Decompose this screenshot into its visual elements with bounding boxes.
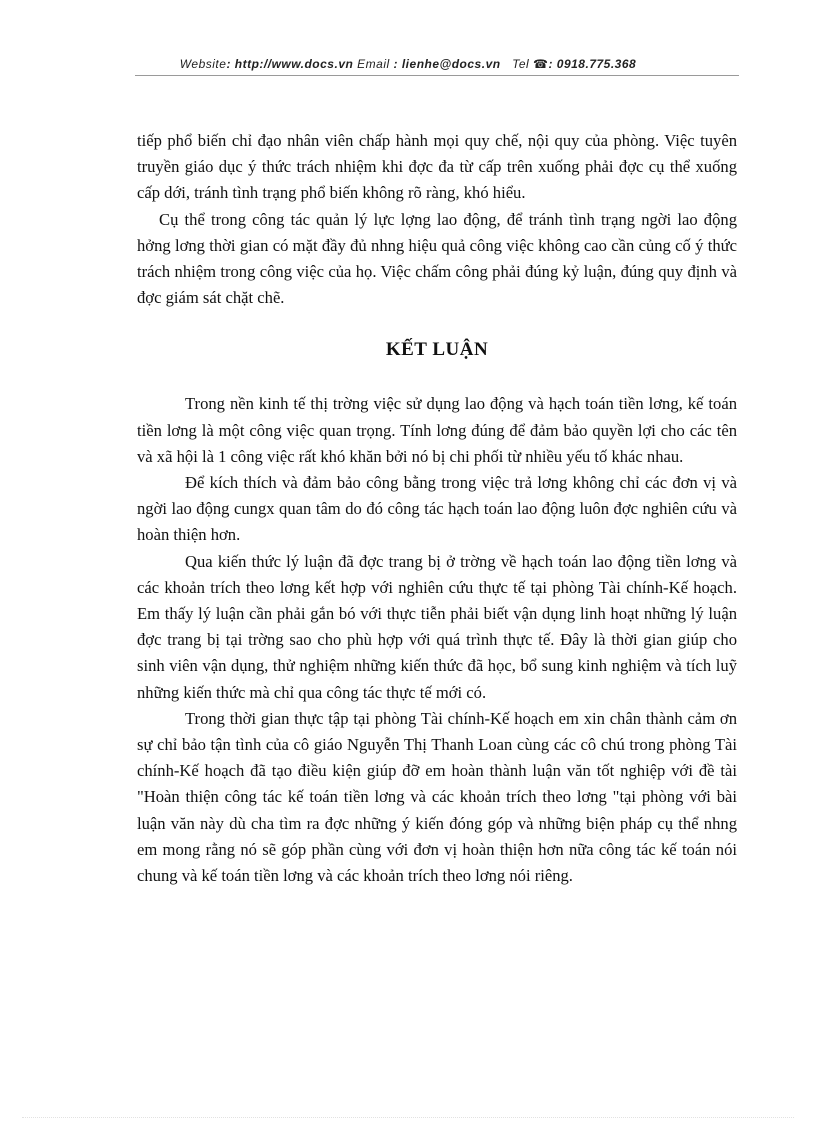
phone-number: : 0918.775.368 (548, 57, 637, 71)
conclusion-paragraph-2: Để kích thích và đảm bảo công bằng trong việc trả lơng không chỉ các đơn vị và ngời lao động cungx quan tâm do đó công tác hạch toán lao động luôn đợc nghiên cứu và hoàn thiện hơn. (137, 473, 737, 545)
footer-divider (22, 1117, 794, 1118)
intro-paragraph-2: Cụ thể trong công tác quản lý lực lợng lao động, để tránh tình trạng ngời lao động hởng lơng thời gian có mặt đầy đủ nhng hiệu quả công việc không cao cần củng cố ý thức trách nhiệm trong công việc của họ. Việc chấm công phải đúng kỷ luận, đúng quy định và đợc giám sát chặt chẽ. (137, 209, 737, 308)
conclusion-paragraph-1: Trong nền kinh tế thị trờng việc sử dụng lao động và hạch toán tiền lơng, kế toán tiền lơng là một công việc quan trọng. Tính lơng đúng để đảm bảo quyền lợi cho các tên và xã hội là 1 công việc rất khó khăn bởi nó bị chi phối từ nhiều yếu tố khác nhau. (137, 394, 737, 466)
email-address[interactable]: : lienhe@docs.vn (393, 57, 501, 71)
email-label: Email (353, 57, 394, 71)
website-url[interactable]: : http://www.docs.vn (226, 57, 354, 71)
intro-paragraph-1: tiếp phổ biến chỉ đạo nhân viên chấp hành mọi quy chế, nội quy của phòng. Việc tuyên truyền giáo dục ý thức trách nhiệm khi đợc đa từ cấp trên xuống phải đợc cụ thể xuống cấp dới, tránh tình trạng phổ biến không rõ ràng, khó hiểu. (137, 131, 737, 203)
page-header (0, 57, 816, 71)
phone-label: Tel ☎ (512, 57, 549, 71)
document-body (137, 128, 737, 889)
website-label: Website (179, 57, 227, 71)
section-title: KẾT LUẬN (385, 339, 489, 361)
conclusion-paragraph-4: Trong thời gian thực tập tại phòng Tài chính-Kế hoạch em xin chân thành cảm ơn sự chỉ bảo tận tình của cô giáo Nguyễn Thị Thanh Loan cùng các cô chú trong phòng Tài chính-Kế hoạch đã tạo điều kiện giúp đỡ em hoàn thành luận văn tốt nghiệp với đề tài "Hoàn thiện công tác kế toán tiền lơng và các khoản trích theo lơng "tại phòng với bài luận văn này dù cha tìm ra đợc những ý kiến đóng góp và những biện pháp cụ thể nhng em mong rằng nó sẽ góp phần cùng với đơn vị hoàn thiện hơn nữa công tác kế toán nói chung và kế toán tiền lơng và các khoản trích theo lơng nói riêng. (137, 708, 737, 886)
header-divider (135, 75, 739, 76)
conclusion-paragraph-3: Qua kiến thức lý luận đã đợc trang bị ở trờng về hạch toán lao động tiền lơng và các khoản trích theo lơng kết hợp với nghiên cứu thực tế tại phòng Tài chính-Kế hoạch. Em thấy lý luận cần phải gắn bó với thực tiễn phải biết vận dụng linh hoạt những lý luận đợc trang bị tại trờng sao cho phù hợp với quá trình thực tế. Đây là thời gian giúp cho sinh viên vận dụng, thử nghiệm những kiến thức đã học, bổ sung kinh nghiệm và tích luỹ những kiến thức mà chỉ qua công tác thực tế mới có. (137, 551, 737, 702)
